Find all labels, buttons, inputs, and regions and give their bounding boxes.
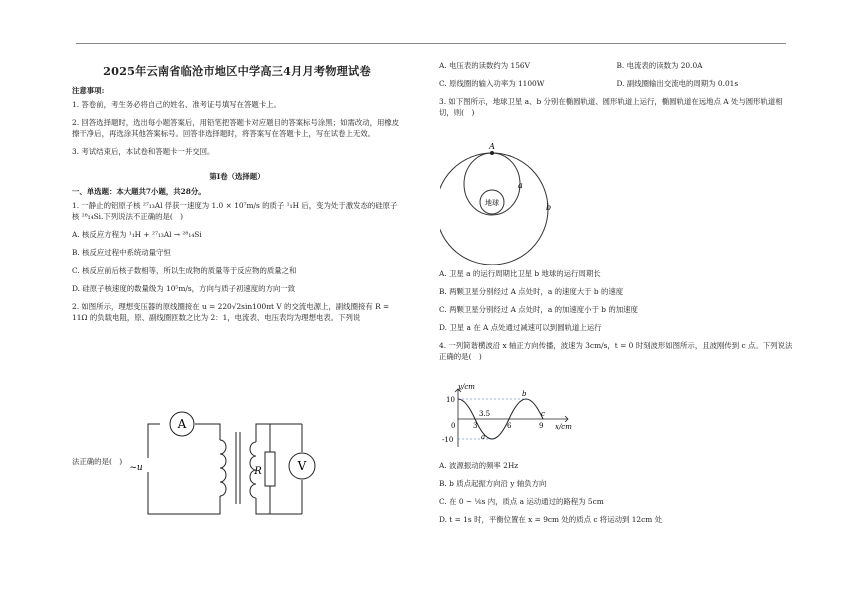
point-c-label: c [541, 410, 545, 418]
point-a-label: A [489, 142, 495, 151]
q2-stem: 2. 如图所示，理想变压器的原线圈接在 u = 220√2sin100πt V 的交流电源上，副线圈接有 R = 11Ω 的负载电阻，原、副线圈匝数之比为 2：1，电流表、电压表均为理想电表。下列说 [72, 302, 390, 322]
q1-option-c: C. 核反应前后核子数相等，所以生成物的质量等于反应物的质量之和 [72, 266, 297, 275]
y-axis-label: y/cm [458, 383, 475, 391]
q1-option-a: A. 核反应方程为 ¹₁H + ²⁷₁₃Al → ²⁸₁₄Si [72, 230, 202, 239]
voltmeter-label: V [297, 459, 307, 473]
q4-stem: 4. 一列简谐横波沿 x 轴正方向传播，波速为 3cm/s，t = 0 时刻波形如图所示，且波刚传到 c 点。下列说法正确的是( ) [439, 341, 793, 361]
orbit-diagram [440, 140, 570, 265]
q2-options-row2 [439, 78, 794, 89]
q2-option-c: C. 原线圈的输入功率为 1100W [439, 79, 545, 88]
header-rule [76, 43, 786, 44]
q2-option-b: B. 电流表的读数为 20.0A [616, 61, 703, 70]
x-tick-6: 6 [507, 422, 512, 430]
point-b-label: b [522, 390, 527, 398]
y-tick-bottom: -10 [442, 436, 454, 444]
note-item: 1. 答卷前，考生务必将自己的姓名、准考证号填写在答题卡上。 [72, 100, 281, 109]
q2-option-a: A. 电压表的读数约为 156V [439, 61, 530, 70]
transformer-diagram [100, 410, 340, 520]
q3-option-d: D. 卫星 a 在 A 点处通过减速可以到圆轨道上运行 [439, 323, 602, 332]
q4-option-c: C. 在 0 ~ ⅙s 内，质点 a 运动通过的路程为 5cm [439, 497, 604, 506]
x-axis-label: x/cm [555, 423, 572, 431]
transformer-circuit-svg [100, 410, 340, 520]
q3-option-a: A. 卫星 a 的运行周期比卫星 b 地球的运行周期长 [439, 269, 601, 278]
note-item: 2. 回答选择题时，选出每小题答案后，用铅笔把答题卡对应题目的答案标号涂黑；如需改动，用橡皮擦干净后，再选涂其他答案标号。回答非选择题时，将答案写在答题卡上，写在试卷上无效。 [72, 118, 400, 138]
source-label: ~u [129, 463, 143, 473]
wave-graph [440, 383, 580, 453]
left-column [72, 60, 402, 330]
q3-option-b: B. 两颗卫星分别经过 A 点处时，a 的速度大于 b 的速度 [439, 287, 624, 296]
point-a-label: a [481, 433, 486, 441]
q4-option-d: D. t = 1s 时，平衡位置在 x = 9cm 处的质点 c 将运动到 12cm 处 [439, 515, 663, 524]
q4-option-a: A. 波源振动的频率 2Hz [439, 461, 519, 470]
q1-option-b: B. 核反应过程中系统动量守恒 [72, 248, 171, 257]
q2-options-row1 [439, 60, 794, 71]
q2-option-d: D. 副线圈输出交流电的周期为 0.01s [616, 79, 739, 88]
x-tick-3: 3 [473, 422, 478, 430]
x-tick-3-5: 3.5 [479, 410, 491, 418]
q1-option-d: D. 硅原子核速度的数量级为 10⁵m/s，方向与质子初速度的方向一致 [72, 284, 296, 293]
orbit-svg [440, 140, 570, 265]
earth-label: 地球 [485, 199, 499, 207]
exam-title: 2025年云南省临沧市地区中学高三4月月考物理试卷 [103, 64, 371, 78]
section-title: 第I卷（选择题） [209, 172, 265, 181]
resistor-label: R [254, 466, 262, 477]
part-heading: 一、单选题：本大题共7小题，共28分。 [72, 187, 206, 196]
origin-label: 0 [451, 422, 456, 430]
orbit-a-label: a [518, 181, 523, 190]
orbit-b-label: b [546, 203, 552, 212]
right-column [439, 60, 794, 125]
notes-heading: 注意事项: [72, 86, 105, 95]
y-tick-top: 10 [446, 396, 455, 404]
q3-options [439, 268, 794, 369]
q3-option-c: C. 两颗卫星分别经过 A 点处时，a 的加速度小于 b 的加速度 [439, 305, 638, 314]
x-tick-9: 9 [539, 422, 544, 430]
q4-options [439, 460, 794, 532]
q2-stem-end: 法正确的是( ) [72, 457, 123, 466]
q4-option-b: B. b 质点起振方向沿 y 轴负方向 [439, 479, 547, 488]
q3-stem: 3. 如下图所示，地球卫星 a、b 分别在椭圆轨道、圆形轨道上运行，椭圆轨道在远地点 A 处与圆形轨道相切，则( ) [439, 97, 783, 117]
wave-svg [440, 383, 580, 453]
note-item: 3. 考试结束后，本试卷和答题卡一并交回。 [72, 147, 215, 156]
q1-stem: 1. 一静止的铝原子核 ²⁷₁₃Al 俘获一速度为 1.0 × 10⁷m/s 的质子 ¹₁H 后，变为处于激发态的硅原子核 ²⁸₁₄Si.下列说法不正确的是( ) [72, 201, 398, 221]
ammeter-label: A [177, 417, 187, 431]
